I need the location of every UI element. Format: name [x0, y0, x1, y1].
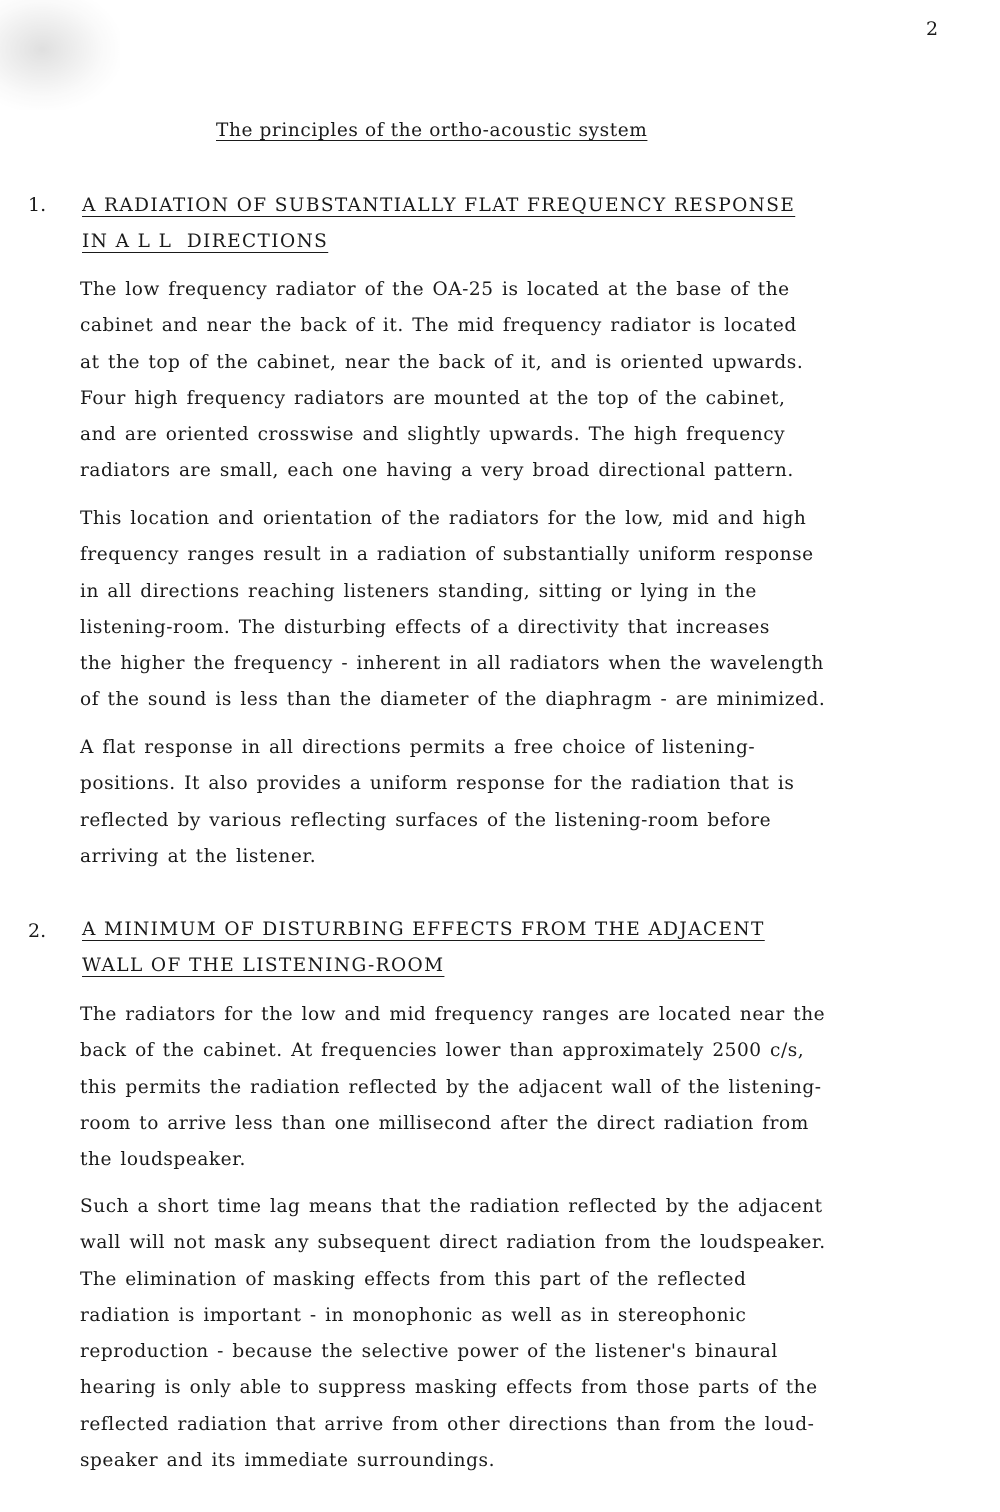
- paragraph-line: frequency ranges result in a radiation of substantially uniform response: [80, 544, 814, 566]
- paragraph-line: arriving at the listener.: [80, 845, 317, 867]
- paragraph-line: listening-room. The disturbing effects of a directivity that increases: [80, 616, 770, 638]
- paragraph: [80, 1189, 960, 1479]
- paragraph-line: This location and orientation of the radiators for the low, mid and high: [80, 508, 807, 529]
- paragraph: [80, 997, 960, 1178]
- paragraph-line: The low frequency radiator of the OA-25 is located at the base of the: [80, 279, 790, 300]
- paragraph-line: back of the cabinet. At frequencies lower than approximately 2500 c/s,: [80, 1040, 805, 1062]
- section-number: 1.: [28, 194, 47, 216]
- paragraph-line: cabinet and near the back of it. The mid frequency radiator is located: [80, 315, 797, 337]
- paragraph: [80, 730, 960, 875]
- scan-smudge: [0, 0, 120, 110]
- paragraph-line: speaker and its immediate surroundings.: [80, 1450, 495, 1472]
- paragraph-line: wall will not mask any subsequent direct radiation from the loudspeaker.: [80, 1232, 826, 1254]
- paragraph-line: positions. It also provides a uniform response for the radiation that is: [80, 773, 795, 795]
- paragraph-line: and are oriented crosswise and slightly upwards. The high frequency: [80, 424, 786, 446]
- page-number: 2: [926, 18, 939, 40]
- paragraph-line: room to arrive less than one millisecond after the direct radiation from: [80, 1112, 809, 1134]
- paragraph-line: The radiators for the low and mid frequency ranges are located near the: [80, 1004, 826, 1025]
- section-heading: [82, 188, 795, 260]
- section-heading-line: IN A L L DIRECTIONS: [82, 231, 329, 252]
- paragraph-line: of the sound is less than the diameter of the diaphragm - are minimized.: [80, 689, 826, 711]
- paragraph-line: reflected by various reflecting surfaces of the listening-room before: [80, 809, 772, 831]
- paragraph-line: Four high frequency radiators are mounted at the top of the cabinet,: [80, 387, 786, 409]
- section-number: 2.: [28, 920, 47, 942]
- paragraph-line: reproduction - because the selective power of the listener's binaural: [80, 1341, 778, 1363]
- section-heading-line: WALL OF THE LISTENING-ROOM: [82, 955, 445, 976]
- page-title: The principles of the ortho-acoustic system: [216, 120, 648, 141]
- section-heading: [82, 912, 765, 984]
- paragraph-line: radiators are small, each one having a very broad directional pattern.: [80, 460, 794, 482]
- paragraph-line: The elimination of masking effects from this part of the reflected: [80, 1268, 747, 1290]
- paragraph-line: at the top of the cabinet, near the back of it, and is oriented upwards.: [80, 351, 804, 373]
- paragraph-line: hearing is only able to suppress masking effects from those parts of the: [80, 1377, 818, 1399]
- paragraph-line: the higher the frequency - inherent in all radiators when the wavelength: [80, 653, 824, 675]
- section-heading-line: A RADIATION OF SUBSTANTIALLY FLAT FREQUENCY RESPONSE: [82, 195, 796, 216]
- paragraph-line: the loudspeaker.: [80, 1149, 246, 1171]
- paragraph-line: radiation is important - in monophonic as well as in stereophonic: [80, 1304, 747, 1326]
- paragraph-line: Such a short time lag means that the radiation reflected by the adjacent: [80, 1196, 823, 1217]
- paragraph-line: in all directions reaching listeners standing, sitting or lying in the: [80, 580, 757, 602]
- paragraph-line: A flat response in all directions permits a free choice of listening-: [80, 737, 756, 758]
- section-heading-line: A MINIMUM OF DISTURBING EFFECTS FROM THE ADJACENT: [82, 919, 765, 940]
- paragraph-line: reflected radiation that arrive from other directions than from the loud-: [80, 1413, 815, 1435]
- paragraph: [80, 501, 960, 719]
- paragraph-line: this permits the radiation reflected by the adjacent wall of the listening-: [80, 1076, 822, 1098]
- paragraph: [80, 272, 960, 490]
